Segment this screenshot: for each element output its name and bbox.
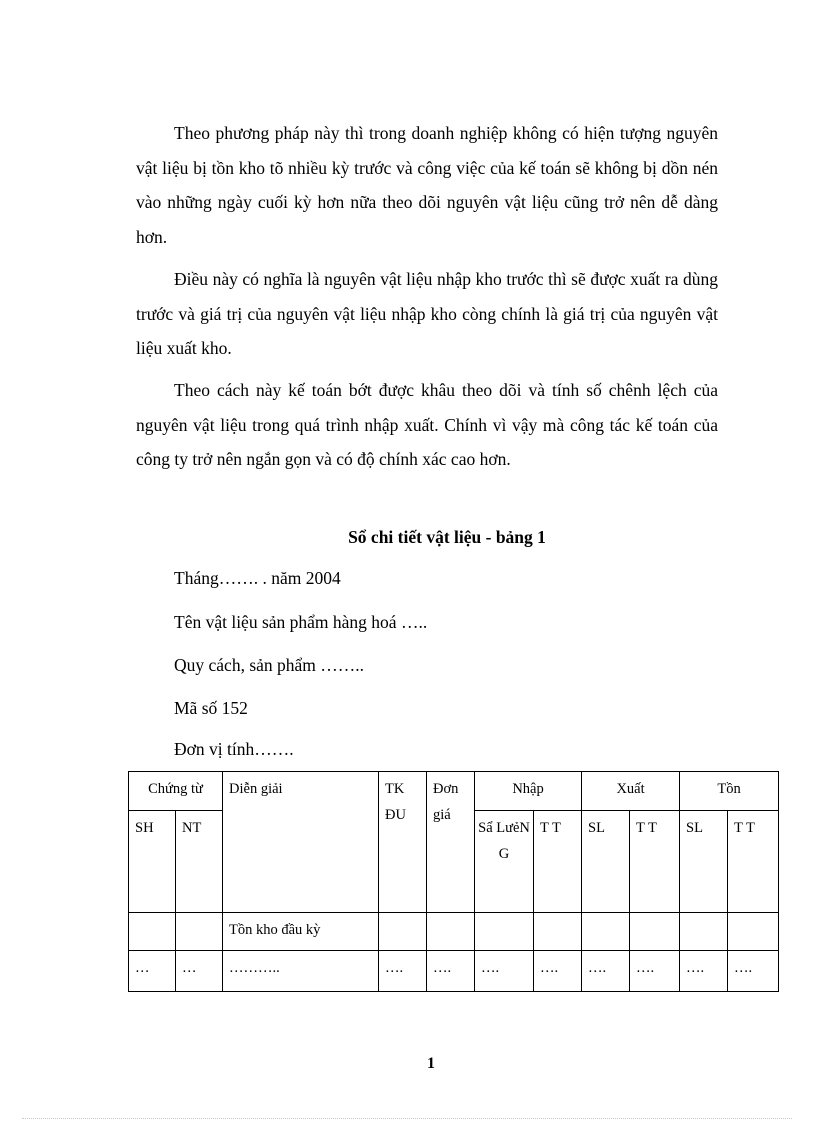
paragraph-1: Theo phương pháp này thì trong doanh nghiệp không có hiện tượng nguyên vật liệu bị tồn kho tõ nhiều kỳ trước và công việc của kế toán sẽ không bị dồn nén vào những ngày cuối kỳ hơn nữa theo dõi nguyên vật liệu cũng trở nên dễ dàng hơn. <box>136 123 718 247</box>
cell <box>728 913 779 951</box>
table-title: Sổ chi tiết vật liệu - bảng 1 <box>348 527 546 547</box>
header-nhap: Nhập <box>475 772 582 811</box>
table-row <box>129 951 779 992</box>
cell <box>427 913 475 951</box>
cell: …. <box>630 951 680 992</box>
cell <box>534 913 582 951</box>
opening-balance-label: Tồn kho đầu kỳ <box>223 913 379 951</box>
header-ton: Tồn <box>680 772 779 811</box>
cell: ……….. <box>223 951 379 992</box>
cell <box>475 913 534 951</box>
cell: …. <box>534 951 582 992</box>
cell: …. <box>728 951 779 992</box>
subheader-xuat-tt: T T <box>630 811 680 913</box>
paragraph-2: Điều này có nghĩa là nguyên vật liệu nhập kho trước thì sẽ được xuất ra dùng trước và giá trị của nguyên vật liệu nhập kho còng chính là giá trị của nguyên vật liệu xuất kho. <box>136 269 718 358</box>
cell <box>582 913 630 951</box>
paragraph-3: Theo cách này kế toán bớt được khâu theo dõi và tính số chênh lệch của nguyên vật liệu trong quá trình nhập xuất. Chính vì vậy mà công tác kế toán của công ty trở nên ngắn gọn và có độ chính xác cao hơn. <box>136 380 718 469</box>
cell <box>129 913 176 951</box>
subheader-ton-tt: T T <box>728 811 779 913</box>
header-don-gia: Đơn giá <box>427 772 475 913</box>
cell: …. <box>475 951 534 992</box>
header-xuat: Xuất <box>582 772 680 811</box>
subheader-nt: NT <box>176 811 223 913</box>
header-chung-tu: Chứng từ <box>129 772 223 811</box>
material-name-line: Tên vật liệu sản phẩm hàng hoá ….. <box>174 612 428 632</box>
unit-line: Đơn vị tính……. <box>174 739 294 759</box>
header-dien-giai: Diễn giải <box>223 772 379 913</box>
subheader-nhap-sl: Sẩ LưẻN G <box>475 811 534 913</box>
header-tk-du: TK ĐU <box>379 772 427 913</box>
cell <box>379 913 427 951</box>
code-line: Mã số 152 <box>174 698 248 718</box>
subheader-nhap-tt: T T <box>534 811 582 913</box>
cell <box>680 913 728 951</box>
spec-line: Quy cách, sản phẩm …….. <box>174 655 365 675</box>
cell <box>630 913 680 951</box>
cell <box>176 913 223 951</box>
cell: …. <box>379 951 427 992</box>
cell: …. <box>427 951 475 992</box>
cell: … <box>176 951 223 992</box>
subheader-ton-sl: SL <box>680 811 728 913</box>
cell: …. <box>680 951 728 992</box>
page-edge-divider <box>22 1118 792 1119</box>
ledger-table <box>128 771 779 992</box>
month-line: Tháng……. . năm 2004 <box>174 568 341 588</box>
cell: … <box>129 951 176 992</box>
table-row <box>129 913 779 951</box>
page-number: 1 <box>427 1055 435 1072</box>
header-row <box>129 772 779 811</box>
cell: …. <box>582 951 630 992</box>
subheader-sh: SH <box>129 811 176 913</box>
subheader-xuat-sl: SL <box>582 811 630 913</box>
